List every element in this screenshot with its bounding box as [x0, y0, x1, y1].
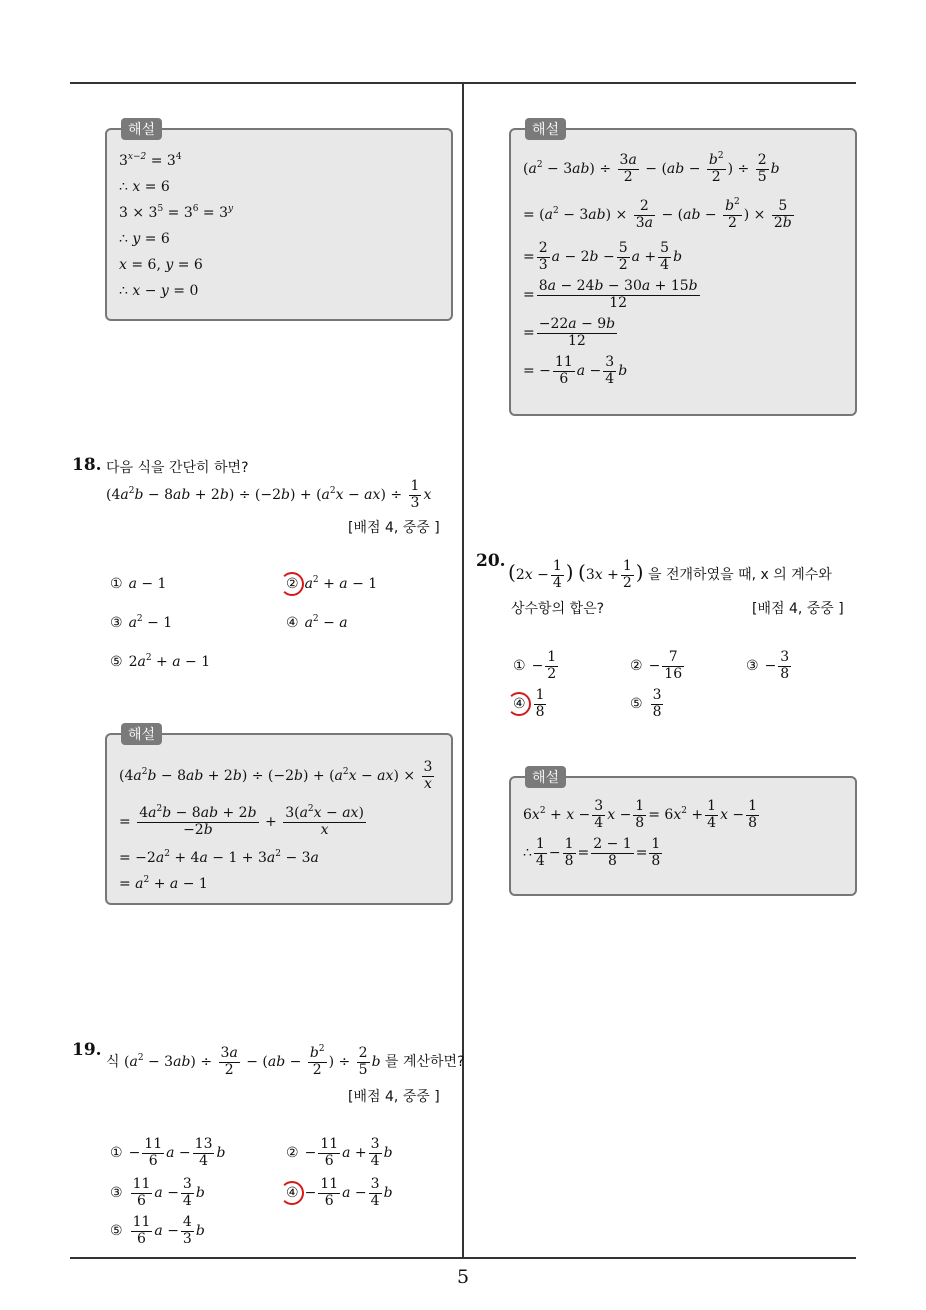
prompt-suffix: 를 계산하면?	[385, 1054, 465, 1070]
prompt-prefix: 식	[106, 1054, 120, 1070]
choice-18-5[interactable]: ⑤ $2a^2 + a - 1$	[110, 642, 210, 682]
choice-number: ⑤	[110, 1223, 123, 1239]
question-number-18: 18.	[72, 455, 102, 475]
choice-19-1[interactable]: ① − $\frac{11}{6}$ a − $\frac{13}{4}$ b	[110, 1133, 225, 1173]
choice-number	[513, 684, 526, 724]
choice-number-text: ④	[513, 696, 526, 712]
question-prompt-20-line2: 상수항의 합은?	[511, 601, 605, 617]
solution-line: $3^{x-2} = 3^4$	[119, 152, 182, 169]
solution-line: $(a^2 - 3ab)$ ÷ $\frac{3a}{2}$ − (ab − $\frac{b^2}{2}$ ) ÷ $\frac{2}{5}$ b	[523, 151, 780, 185]
choice-19-2[interactable]: ② − $\frac{11}{6}$ a + $\frac{3}{4}$ b	[286, 1133, 393, 1173]
solution-line: = $\frac{8a - 24b - 30a + 15b}{12}$	[523, 278, 698, 311]
solution-tag: 해설	[121, 118, 162, 140]
choice-number: ①	[513, 658, 526, 674]
choice-number: ④	[286, 615, 299, 631]
choice-number: ③	[746, 658, 759, 674]
solution-box-17	[105, 122, 453, 321]
choice-number: ⑤	[110, 654, 123, 670]
choice-19-4[interactable]: ④ − $\frac{11}{6}$ a − $\frac{3}{4}$ b	[286, 1173, 393, 1213]
choice-number: ①	[110, 576, 123, 592]
page-number: 5	[456, 1266, 470, 1288]
bottom-rule	[70, 1257, 856, 1259]
solution-line: ∴ x − y = 0	[119, 283, 199, 299]
choice-19-5[interactable]: ⑤ $\frac{11}{6}$ a − $\frac{4}{3}$ b	[110, 1211, 205, 1251]
prompt-text: 을 전개하였을 때, x 의 계수와	[648, 567, 832, 583]
choice-18-2[interactable]: ② $a^2 + a - 1$	[286, 564, 377, 604]
answer-mark-circle	[280, 1181, 304, 1205]
solution-tag: 해설	[525, 766, 566, 788]
solution-tag: 해설	[121, 723, 162, 745]
choice-20-3[interactable]: ③ − $\frac{3}{8}$	[746, 646, 793, 686]
solution-line: = − $\frac{11}{6}$ a − $\frac{3}{4}$ b	[523, 354, 628, 387]
solution-line: = $\frac{2}{3}$ a − 2b − $\frac{5}{2}$ a + $\frac{5}{4}$ b	[523, 240, 683, 273]
question-number-19: 19.	[72, 1040, 102, 1060]
choice-20-2[interactable]: ② − $\frac{7}{16}$	[630, 646, 686, 686]
score-label-20: [배점 4, 중중 ]	[752, 601, 844, 617]
score-label-18: [배점 4, 중중 ]	[348, 520, 440, 536]
answer-mark-circle	[507, 692, 531, 716]
solution-line: ∴ x = 6	[119, 179, 170, 195]
question-number-20: 20.	[476, 551, 506, 571]
choice-20-4[interactable]: ④ $\frac{1}{8}$	[513, 684, 548, 724]
score-label-19: [배점 4, 중중 ]	[348, 1089, 440, 1105]
choice-number: ①	[110, 1145, 123, 1161]
solution-box-18	[105, 727, 453, 905]
solution-line: ∴ $\frac{1}{4}$ − $\frac{1}{8}$ = $\frac{2 - 1}{8}$ = $\frac{1}{8}$	[523, 836, 661, 869]
choice-number: ②	[286, 1145, 299, 1161]
question-prompt-18: 다음 식을 간단히 하면?	[106, 460, 249, 476]
solution-line: $(4a^2b - 8ab + 2b) \div (-2b) + (a^2x - ax)$ × $\frac{3}{x}$	[119, 759, 433, 792]
choice-number: ⑤	[630, 696, 643, 712]
solution-line: = $-2a^2 + 4a - 1 + 3a^2 - 3a$	[119, 849, 319, 866]
solution-line: $6x^2 + x$ − $\frac{3}{4}$ x − $\frac{1}{8}$ = $6x^2$ + $\frac{1}{4}$ x − $\frac{1}{8}$	[523, 798, 758, 831]
question-expression-18: $(4a^2b - 8ab + 2b) \div (-2b) + (a^2x - ax)$ ÷ $\frac{1}{3}$ x	[106, 478, 432, 511]
solution-line: x = 6, y = 6	[119, 257, 203, 273]
choice-19-3[interactable]: ③ $\frac{11}{6}$ a − $\frac{3}{4}$ b	[110, 1173, 205, 1213]
choice-number-text: ②	[286, 576, 299, 592]
solution-line: $3 \times 3^5 = 3^6 = 3^y$	[119, 204, 234, 221]
solution-line: = $\frac{-22a - 9b}{12}$	[523, 316, 616, 349]
question-expression-19: 식 $(a^2 - 3ab)$ ÷ $\frac{3a}{2}$ − (ab − $\frac{b^2}{2}$ ) ÷ $\frac{2}{5}$ b 를 계산하면?	[106, 1044, 465, 1078]
choice-number: ②	[630, 658, 643, 674]
choice-18-4[interactable]: ④ $a^2 - a$	[286, 603, 348, 643]
solution-box-19	[509, 122, 857, 416]
solution-line: = $a^2 + a - 1$	[119, 875, 208, 892]
solution-box-20	[509, 770, 857, 896]
choice-20-1[interactable]: ① − $\frac{1}{2}$	[513, 646, 560, 686]
choice-number: ③	[110, 615, 123, 631]
solution-tag: 해설	[525, 118, 566, 140]
answer-mark-circle	[280, 572, 304, 596]
choice-number	[286, 564, 299, 604]
choice-number-text: ④	[286, 1185, 299, 1201]
choice-number: ③	[110, 1185, 123, 1201]
question-expression-20: (2x − $\frac{1}{4}$ ) (3x + $\frac{1}{2}$ ) 을 전개하였을 때, x 의 계수와	[508, 558, 832, 591]
solution-line: ∴ y = 6	[119, 231, 170, 247]
choice-number	[286, 1173, 299, 1213]
choice-18-1[interactable]: ① a − 1	[110, 564, 166, 604]
solution-line: = $\frac{4a^2b - 8ab + 2b}{-2b}$ + $\frac{3(a^2x - ax)}{x}$	[119, 804, 364, 838]
choice-18-3[interactable]: ③ $a^2 - 1$	[110, 603, 172, 643]
choice-20-5[interactable]: ⑤ $\frac{3}{8}$	[630, 684, 665, 724]
solution-line: = $(a^2 - 3ab)$ × $\frac{2}{3a}$ − (ab − $\frac{b^2}{2}$ ) × $\frac{5}{2b}$	[523, 197, 792, 231]
